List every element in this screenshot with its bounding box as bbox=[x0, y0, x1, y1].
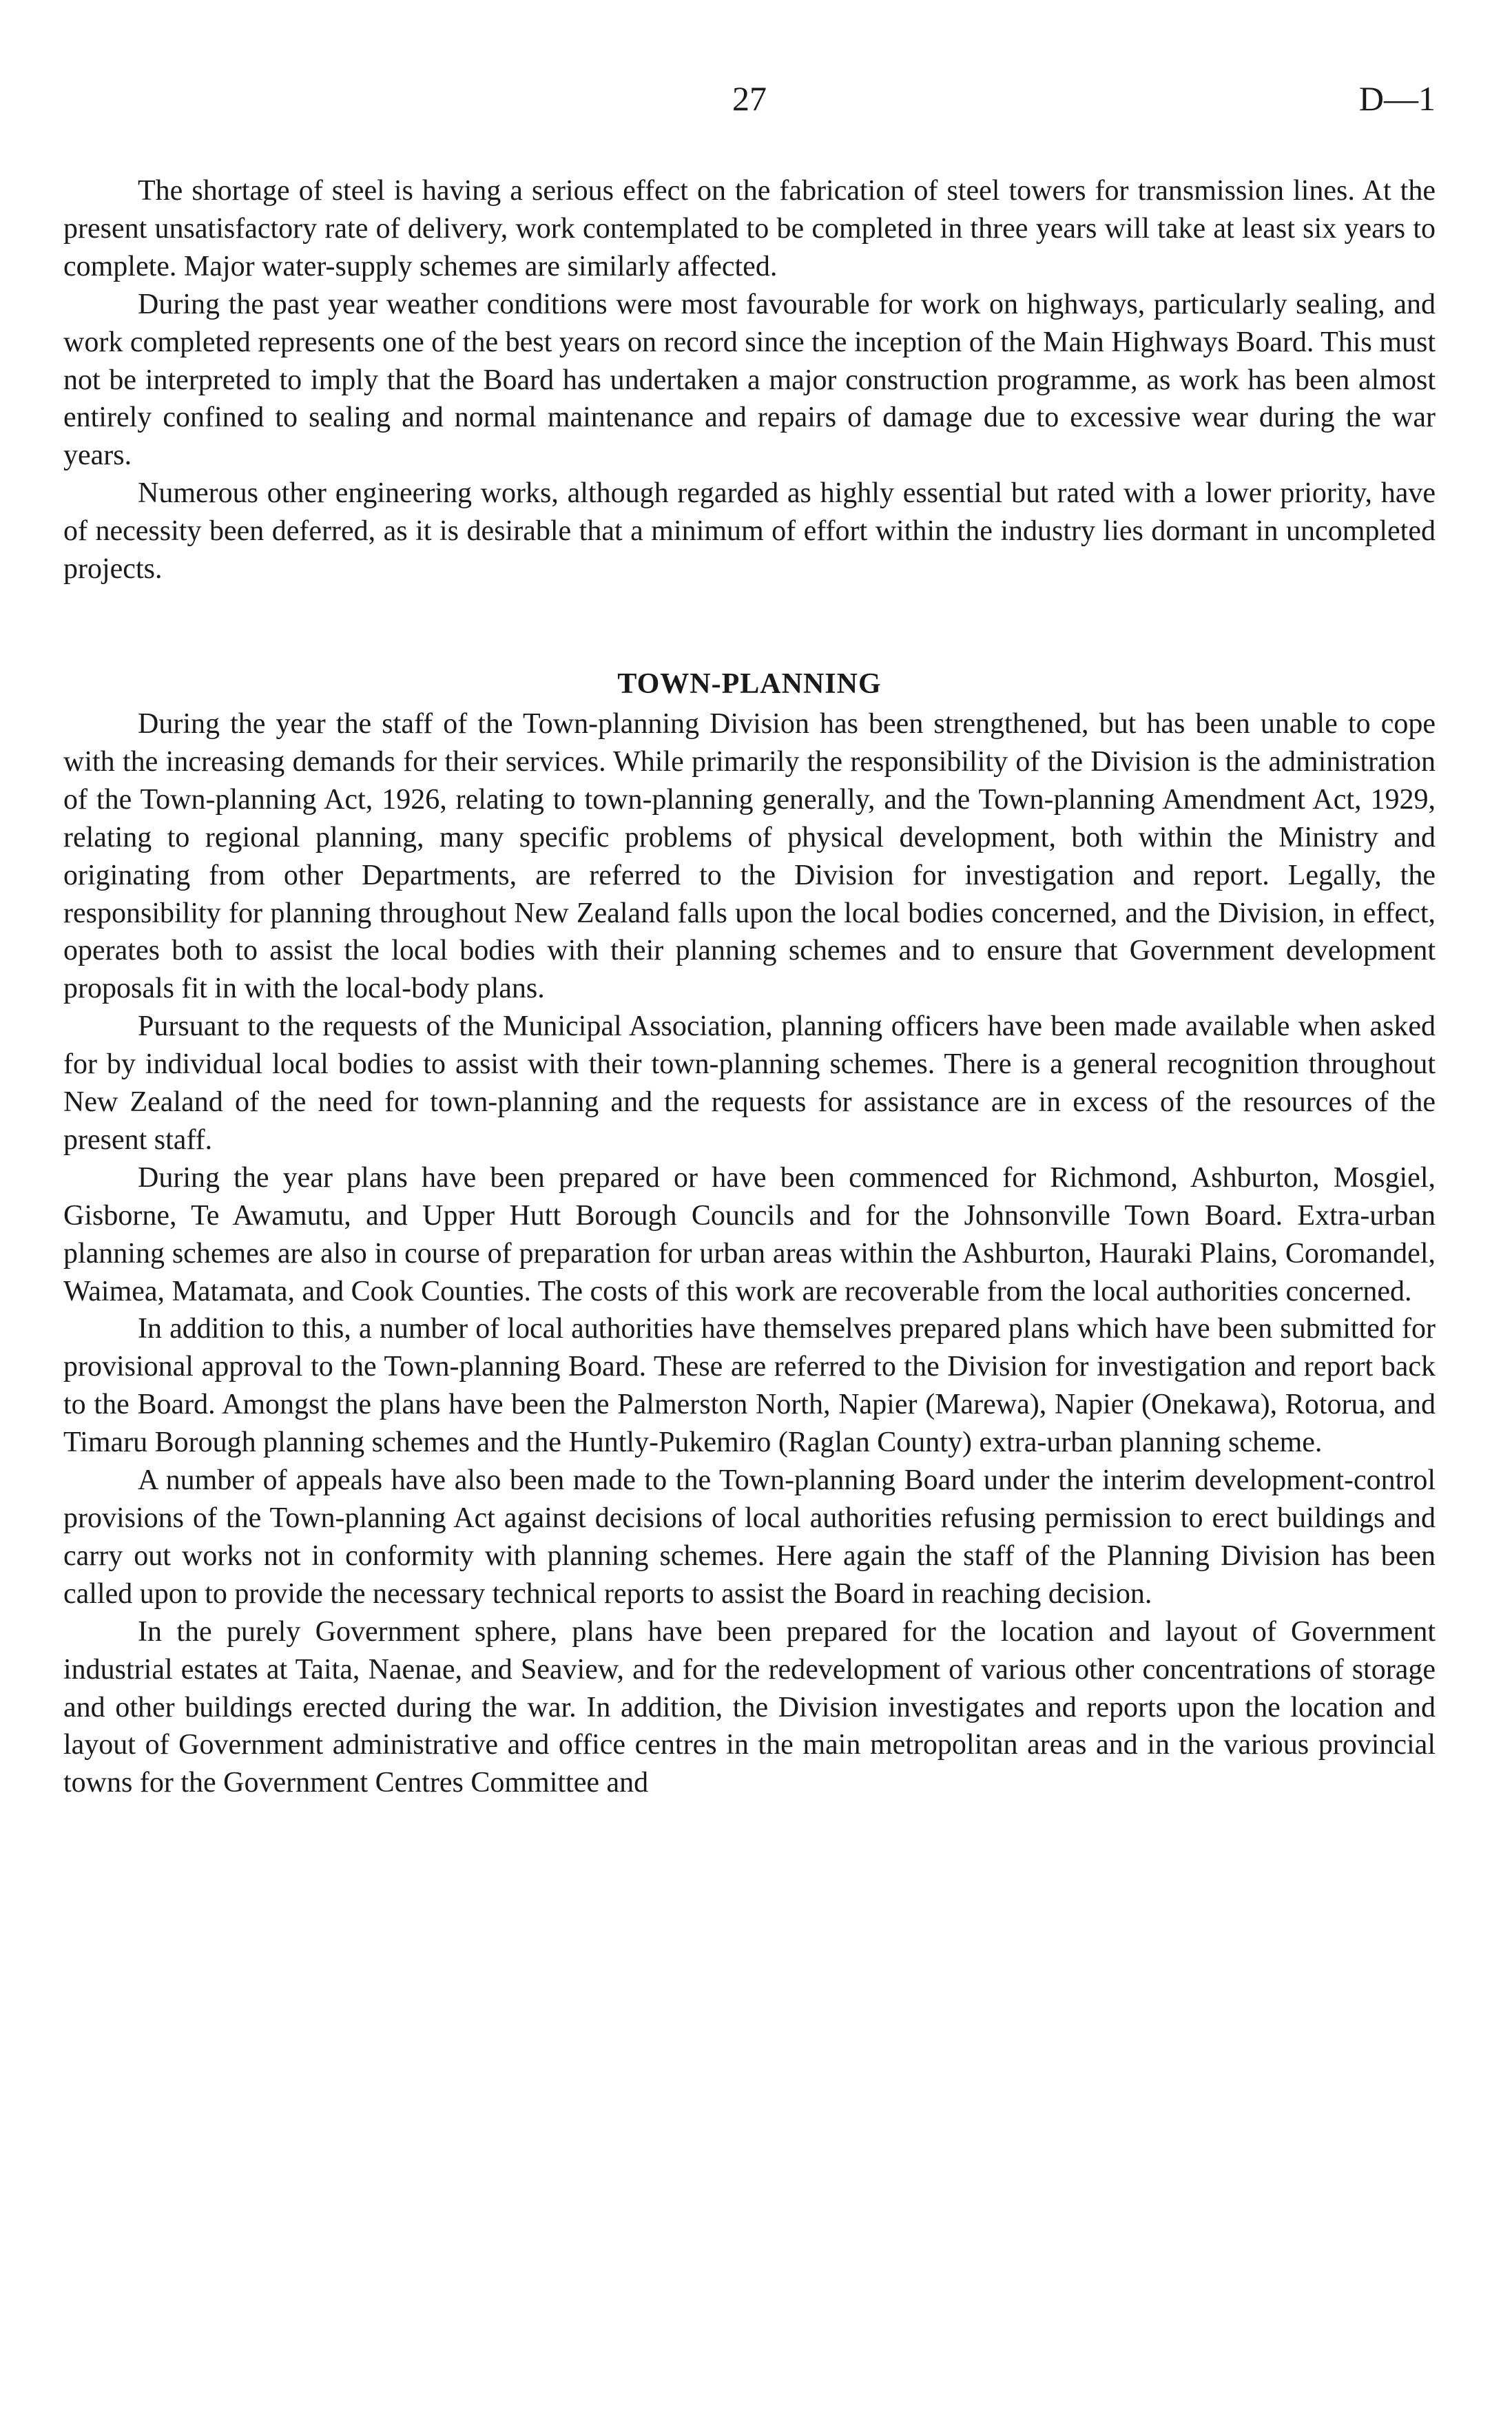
series-code: D—1 bbox=[1358, 79, 1436, 118]
paragraph-appeals: A number of appeals have also been made to the Town-planning Board under the interim development-control provisions of the Town-planning Act against decisions of local authorities refusing permission to erect buildings and carry out works not in conformity with planning schemes. Here again the staff of the Planning Division has been called upon to provide the necessary technical reports to assist the Board in reaching decision. bbox=[63, 1464, 1436, 1610]
paragraph-steel-shortage: The shortage of steel is having a serious effect on the fabrication of steel towers for transmission lines. At the present unsatisfactory rate of delivery, work contemplated to be completed in three years will take at least six years to complete. Major water-supply schemes are similarly affected. bbox=[63, 175, 1436, 282]
paragraph-division-staff: During the year the staff of the Town-planning Division has been strengthened, but has been unable to cope with the increasing demands for their services. While primarily the responsibility of the Division is the administration of the Town-planning Act, 1926, relating to town-planning generally, and the Town-planning Amendment Act, 1929, relating to regional planning, many specific problems of physical development, both within the Ministry and originating from other Departments, are referred to the Division for investigation and report. Legally, the responsibility for planning throughout New Zealand falls upon the local bodies concerned, and the Division, in effect, operates both to assist the local bodies with their planning schemes and to ensure that Government development proposals fit in with the local-body plans. bbox=[63, 707, 1436, 1005]
document-body bbox=[63, 172, 1436, 1802]
paragraph-highways: During the past year weather conditions were most favourable for work on highways, particularly sealing, and work completed represents one of the best years on record since the inception of the Main Highways Board. This must not be interpreted to imply that the Board has undertaken a major construction programme, as work has been almost entirely confined to sealing and normal maintenance and repairs of damage due to excessive wear during the war years. bbox=[63, 288, 1436, 472]
paragraph-municipal-association: Pursuant to the requests of the Municipal Association, planning officers have been made available when asked for by individual local bodies to assist with their town-planning schemes. There is a general recognition throughout New Zealand of the need for town-planning and the requests for assistance are in excess of the resources of the present staff. bbox=[63, 1011, 1436, 1156]
paragraph-local-authority-plans: In addition to this, a number of local authorities have themselves prepared plans which have been submitted for provisional approval to the Town-planning Board. These are referred to the Division for investigation and report back to the Board. Amongst the plans have been the Palmerston North, Napier (Marewa), Napier (Onekawa), Rotorua, and Timaru Borough planning schemes and the Huntly-Pukemiro (Raglan County) extra-urban planning scheme. bbox=[63, 1313, 1436, 1459]
section-heading-town-planning: TOWN-PLANNING bbox=[617, 667, 882, 700]
page-number: 27 bbox=[732, 79, 767, 118]
paragraph-plans-prepared: During the year plans have been prepared or have been commenced for Richmond, Ashburton, Mosgiel, Gisborne, Te Awamutu, and Upper Hutt Borough Councils and for the Johnsonville Town Board. Extra-urban planning schemes are also in course of preparation for urban areas within the Ashburton, Hauraki Plains, Coromandel, Waimea, Matamata, and Cook Counties. The costs of this work are recoverable from the local authorities concerned. bbox=[63, 1161, 1436, 1307]
paragraph-deferred-works: Numerous other engineering works, although regarded as highly essential but rated with a lower priority, have of necessity been deferred, as it is desirable that a minimum of effort within the industry lies dormant in uncompleted projects. bbox=[63, 477, 1436, 586]
page-header bbox=[63, 74, 1436, 123]
paragraph-government-sphere: In the purely Government sphere, plans have been prepared for the location and layout of Government industrial estates at Taita, Naenae, and Seaview, and for the redevelopment of various other concentrations of storage and other buildings erected during the war. In addition, the Division investigates and reports upon the location and layout of Government administrative and office centres in the main metropolitan areas and in the various provincial towns for the Government Centres Committee and bbox=[63, 1615, 1436, 1799]
